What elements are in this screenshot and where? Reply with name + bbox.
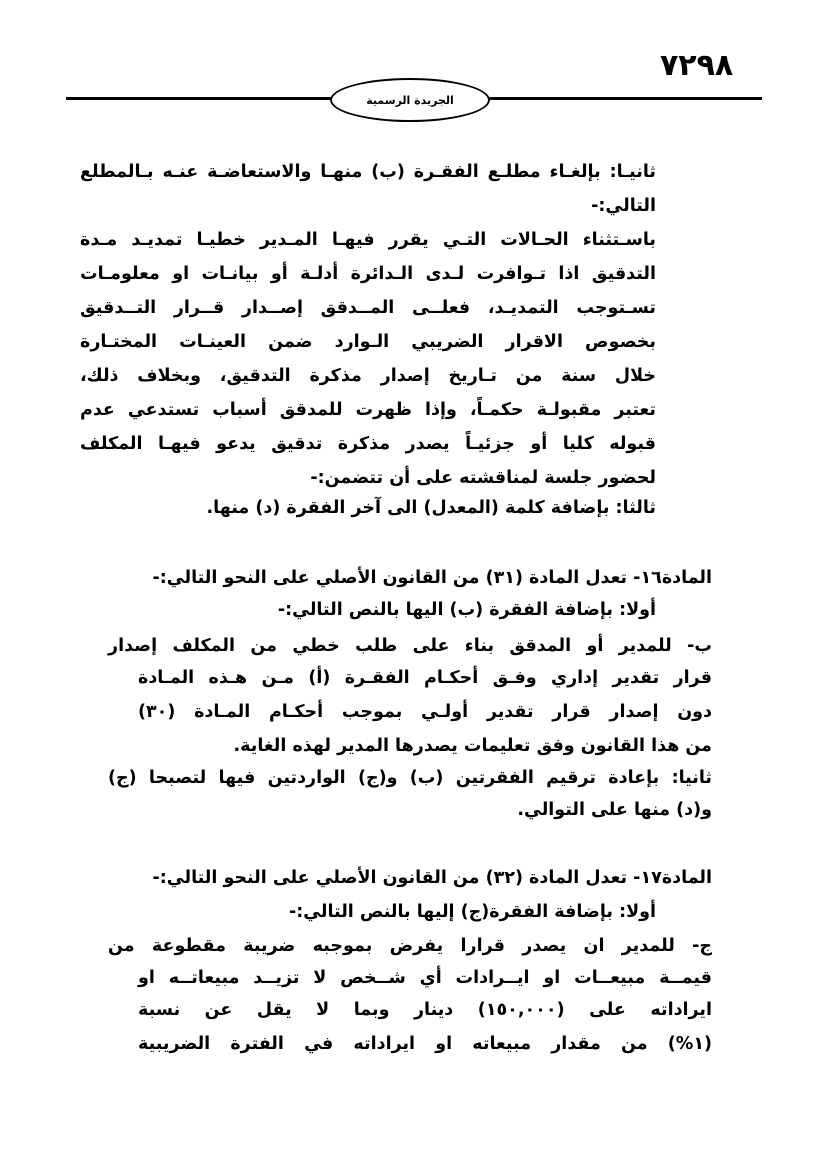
text-line: التدقيق اذا تـوافرت لـدى الـدائرة أدلـة أو بيانـات او معلومـات (80, 264, 656, 284)
article-heading: المادة١٦- تعدل المادة (٣١) من القانون الأصلي على النحو التالي:- (152, 568, 712, 588)
text-line: قبوله كليا أو جزئيـاً يصدر مذكرة تدقيق يدعو فيهـا المكلف (80, 434, 656, 454)
text-line: لحضور جلسة لمناقشته على أن تتضمن:- (310, 468, 656, 488)
text-line: قرار تقدير إداري وفـق أحكـام الفقـرة (أ) مـن هـذه المـادة (138, 668, 712, 688)
text-line: (١%) من مقدار مبيعاته او ايراداته في الفترة الضريبية (138, 1034, 712, 1054)
text-line: التالي:- (591, 196, 656, 216)
text-line: ثانيا: بإعادة ترقيم الفقرتين (ب) و(ج) الواردتين فيها لتصبحا (ج) (108, 768, 712, 788)
page-number: ٧٢٩٨ (660, 48, 734, 83)
text-line: خلال سنة من تـاريخ إصدار مذكرة التدقيق، وبخلاف ذلك، (80, 366, 656, 386)
text-line: ثالثا: بإضافة كلمة (المعدل) الى آخر الفقرة (د) منها. (206, 498, 656, 518)
text-line: تسـتوجب التمديـد، فعلــى المــدقق إصــدار قــرار التــدقيق (80, 298, 656, 318)
text-line: أولا: بإضافة الفقرة(ج) إليها بالنص التالي:- (288, 902, 656, 922)
gazette-title-oval (330, 78, 490, 122)
text-line: ب- للمدير أو المدقق بناء على طلب خطي من المكلف إصدار (108, 636, 712, 656)
text-line: ثانيـا: بإلغـاء مطلـع الفقـرة (ب) منهـا والاستعاضـة عنـه بـالمطلع (80, 162, 656, 182)
text-line: بخصوص الاقرار الضريبي الـوارد ضمن العينـات المختـارة (80, 332, 656, 352)
article-heading: المادة١٧- تعدل المادة (٣٢) من القانون الأصلي على النحو التالي:- (152, 868, 712, 888)
text-line: باسـتثناء الحـالات التـي يقرر فيهـا المـدير خطيـا تمديـد مـدة (80, 230, 656, 250)
text-line: ج- للمدير ان يصدر قرارا يفرض بموجبه ضريبة مقطوعة من (108, 936, 712, 956)
text-line: دون إصدار قرار تقدير أولـي بموجب أحكـام المـادة (٣٠) (138, 702, 712, 722)
text-line: ايراداته على (١٥٠,٠٠٠) دينار وبما لا يقل عن نسبة (138, 1000, 712, 1020)
text-line: تعتبر مقبولـة حكمـاً، وإذا ظهرت للمدقق أسباب تستدعي عدم (80, 400, 656, 420)
text-line: قيمــة مبيعــات او ايــرادات أي شــخص لا تزيــد مبيعاتــه او (138, 968, 712, 988)
text-line: من هذا القانون وفق تعليمات يصدرها المدير لهذه الغاية. (233, 736, 712, 756)
text-line: و(د) منها على التوالي. (517, 800, 712, 820)
gazette-title: الجريدة الرسمية (366, 93, 454, 107)
text-line: أولا: بإضافة الفقرة (ب) اليها بالنص التالي:- (277, 600, 656, 620)
